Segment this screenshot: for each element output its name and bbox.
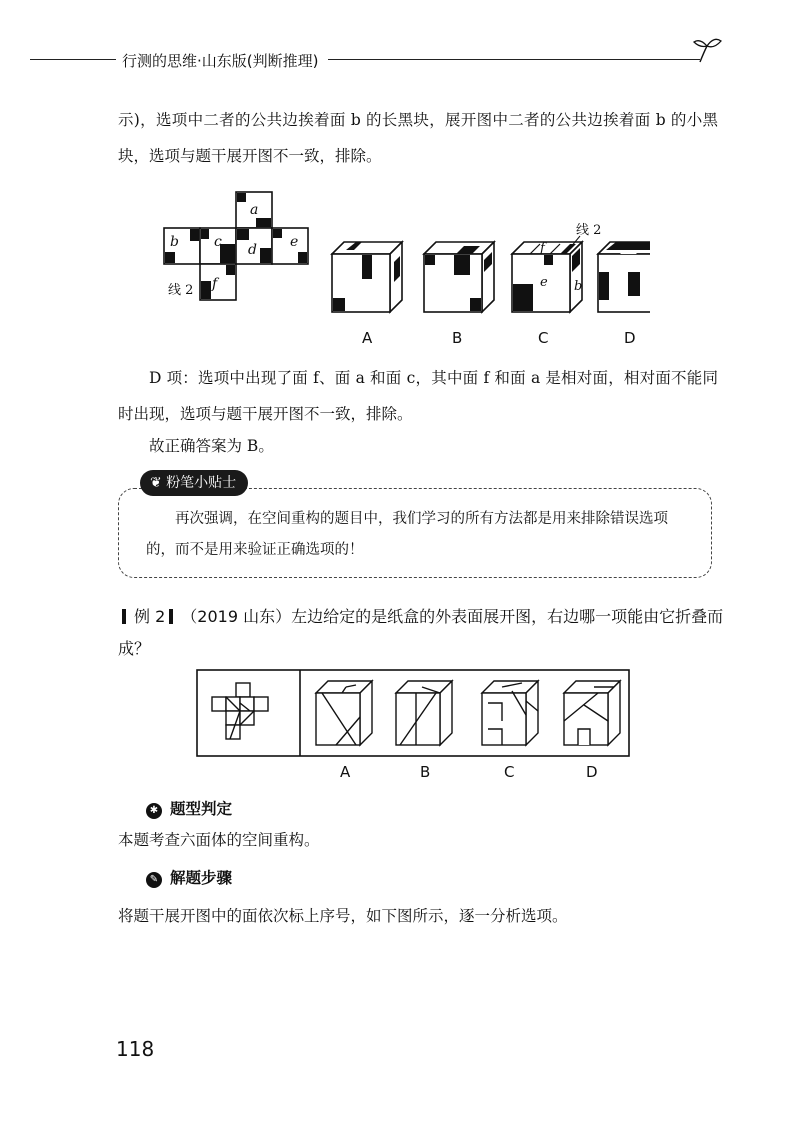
cube-c-face-e: e xyxy=(540,275,548,290)
header-rule-left xyxy=(30,59,116,60)
paragraph-option-d: D 项：选项中出现了面 f、面 a 和面 c，其中面 f 和面 a 是相对面，相对面不能同时出现，选项与题干展开图不一致，排除。 xyxy=(118,369,718,423)
tip-badge xyxy=(140,470,248,496)
page-number: 118 xyxy=(116,1037,155,1061)
figure1-option-c: C xyxy=(538,329,549,347)
tip-badge-label: 粉笔小贴士 xyxy=(166,475,237,491)
figure1-option-a: A xyxy=(362,329,373,347)
gear-icon: ✱ xyxy=(146,803,162,819)
sprout-badge-icon: ❦ xyxy=(150,475,167,491)
figure-example-2 xyxy=(196,669,630,757)
cube-c-face-b: b xyxy=(574,279,583,294)
section-type-title: 题型判定 xyxy=(170,800,233,818)
example-cube-d xyxy=(564,681,620,745)
figure2-option-c: C xyxy=(504,763,515,781)
example-marker-left xyxy=(122,609,126,624)
figure2-option-d: D xyxy=(586,763,598,781)
paragraph-continuation: 示)，选项中二者的公共边挨着面 b 的长黑块，展开图中二者的公共边挨着面 b 的小黑块，选项与题干展开图不一致，排除。 xyxy=(118,111,718,165)
figure1-option-b: B xyxy=(452,329,463,347)
section-type-text: 本题考查六面体的空间重构。 xyxy=(118,831,320,849)
cube-edge-label: 线 2 xyxy=(576,223,602,238)
net-face-f: f xyxy=(212,276,218,292)
header-title: 行测的思维·山东版(判断推理) xyxy=(122,52,319,70)
net-face-d: d xyxy=(248,242,257,258)
cube-option-b xyxy=(424,242,494,312)
figure2-option-b: B xyxy=(420,763,431,781)
wrench-icon: ✎ xyxy=(146,872,162,888)
net-face-b: b xyxy=(170,234,179,250)
net-edge-label: 线 2 xyxy=(168,283,194,298)
figure1-option-d: D xyxy=(624,329,636,347)
tip-text: 再次强调，在空间重构的题目中，我们学习的所有方法都是用来排除错误选项的，而不是用来验证正确选项的！ xyxy=(146,511,668,558)
example-cube-a xyxy=(316,681,372,745)
example-cube-c xyxy=(482,681,538,745)
figure-net-and-cubes xyxy=(160,186,650,346)
section-steps-text: 将题干展开图中的面依次标上序号，如下图所示，逐一分析选项。 xyxy=(118,907,568,925)
sprout-icon xyxy=(690,32,724,66)
section-type-heading xyxy=(146,797,232,819)
figure2-option-a: A xyxy=(340,763,351,781)
net-face-a: a xyxy=(250,202,259,218)
cube-option-a xyxy=(332,242,402,312)
cube-c-face-f: f xyxy=(540,241,545,256)
section-steps-heading xyxy=(146,866,232,888)
example-title xyxy=(118,601,728,665)
section-steps-title: 解题步骤 xyxy=(170,869,233,887)
paragraph-answer: 故正确答案为 B。 xyxy=(149,437,274,455)
example-marker-right xyxy=(169,609,173,624)
net-face-c: c xyxy=(214,234,222,250)
example-cube-b xyxy=(396,681,452,745)
cube-option-d xyxy=(598,242,650,312)
header-rule-right xyxy=(328,59,700,60)
example-text: （2019 山东）左边给定的是纸盒的外表面展开图，右边哪一项能由它折叠而成？ xyxy=(118,607,724,658)
example-label: 例 2 xyxy=(134,607,166,626)
net-face-e: e xyxy=(290,234,299,250)
